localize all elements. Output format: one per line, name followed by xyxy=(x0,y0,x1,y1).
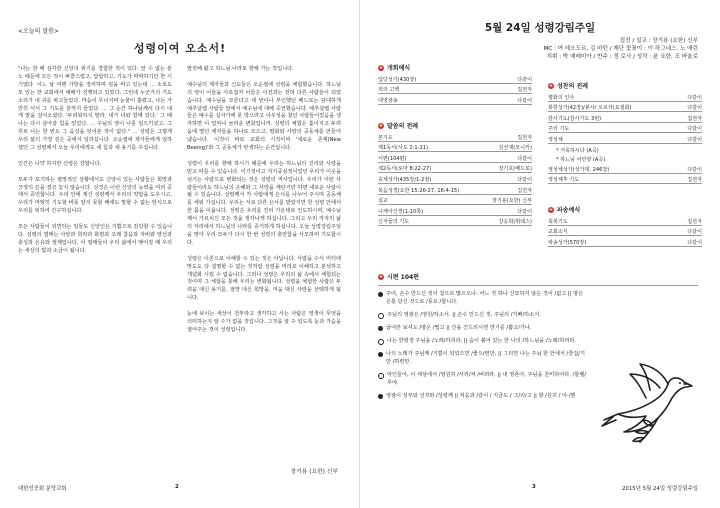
psalm-verse: 주여, 손수 만드신 것이 참으로 많으오나: 어느 것 하나 신묘하지 않은 것이 /없고 || 땅은 온통 당신 것으로 /풍요 /합니다. xyxy=(378,290,588,306)
order-row: 영성체성가(성가대, 246장) 다같이 xyxy=(548,163,702,174)
dove-icon xyxy=(596,362,706,452)
sermon-paragraph: 인간은 나약 하지만 신령은 강합니다. xyxy=(18,160,102,167)
section-heading: + 말씀의 전례 xyxy=(378,122,419,130)
order-row: 감사기도(감사기도 3번) 집전자 xyxy=(548,112,702,123)
cross-icon: + xyxy=(378,122,384,129)
word-section xyxy=(378,120,532,226)
open-bullet-icon xyxy=(378,373,384,379)
page-number: 3 xyxy=(532,484,536,490)
cross-icon: + xyxy=(378,64,384,71)
order-row: 죄의 고백 집전자 xyxy=(378,84,532,95)
psalm-verse: 악인들아, 이 세상에서 /영원히 /사리/져 /버려라. || 내 영혼아, 주님을 찬미하여라. /할렐/루야. xyxy=(378,371,588,387)
psalm-verse: 굽어만 보셔도 /땅은 /떨고 || 산을 건드리시면 연기를 /뿜고/가나. xyxy=(378,324,588,332)
sub-item: * 거룩하시다 (A곡) xyxy=(556,147,599,154)
order-row: 본기도 집전자 xyxy=(378,131,532,142)
service-title: 5월 24일 성령강림주일 xyxy=(484,22,596,34)
cross-icon: + xyxy=(378,273,384,280)
sub-item: * 하느님 어린양 (A곡) xyxy=(556,157,606,164)
gathering-section xyxy=(378,62,532,105)
order-row: 교회소식 다같이 xyxy=(548,226,702,237)
cross-icon: + xyxy=(548,82,554,89)
order-row: 제2독서(로마 8:22-27) 장기호(베드로) xyxy=(378,163,532,174)
sermon-paragraph: 눈에 보이는 세상이 전부라고 생각하고 사는 사람은 영생이 무엇을 의미하는지 알 수가 없을 것입니다. 그것을 알 수 있도록 눈과 가슴을 열어주는 것이 성령입니다. xyxy=(187,311,341,333)
sermon-signature: 장기용 (요한) 신부 xyxy=(290,469,338,475)
sermon-title: 성령이여 오소서! xyxy=(133,42,227,55)
sermon-paragraph: 성령이 우리를 향해 하시기 때문에 우리는 하느님의 진리와 사랑을 믿고 따를 수 있습니다. 이기적이고 자기중심적이었던 우리가 이웃을 섬기는 사람으로 변화되는 것은 성령의 역사입니다. 우리가 어떤 사람들이라도 하느님의 은혜와 그 사랑을 깨닫기만 하면 새로운 사람이 될 수 있습니다. 성령께서 각 사람에게 은사를 나누어 주시며 공동체를 세워 가십니다. 우리는 서로 다른 은사를 받았지만 한 성령 안에서 한 몸을 이룹니다. 성령은 우리를 진리 가운데로 인도하시며, 예수님께서 가르치신 모든 것을 생각나게 하십니다. 그리고 우리 각자의 삶의 자리에서 하느님의 나라를 증거하게 하십니다. 오늘 성령강림주일을 맞아 우리 모두가 다시 한 번 성령의 충만함을 사모하며 기도합시다. xyxy=(187,160,341,246)
open-bullet-icon xyxy=(378,313,384,319)
filled-bullet-icon xyxy=(378,326,383,331)
info-line: MC : 여 데오도르, 김 마틴 / 제단 꽃꽂이 : 이 하그네스, 노 애린 xyxy=(543,45,698,52)
eucharist-section xyxy=(548,80,702,184)
page-number: 2 xyxy=(175,484,179,490)
section-label: <오늘의 말씀> xyxy=(18,28,59,35)
service-info xyxy=(543,38,698,61)
info-line: 집전 / 설교 : 장기용 (요한) 신부 xyxy=(619,38,698,44)
sermon-column-2 xyxy=(187,66,341,335)
order-row: 축복기도 집전자 xyxy=(548,215,702,226)
order-row: 층계성가(435장/1-2절) 다같이 xyxy=(378,173,532,184)
order-row: 시편(104편) 다같이 xyxy=(378,152,532,163)
sermon-paragraph: 예수님의 제자들과 신도들은 오순절에 성령을 체험했습니다. 하느님의 영이 이들을 사로잡자 이들은 이전과는 전혀 다른 사람들이 되었습니다. 예수님을 모른다고 세 번이나 부인했던 베드로는 담대하게 예루살렘 사람들 앞에서 예수님에 대해 증언했습니다. 예루살렘 사람들은 예수를 십자가에 못 박으라고 아우성을 쳤던 사람들이었음을 생각하면 이 얼마나 놀라운 변화입니까. 성령의 체험은 흩어지고 두려움에 떨던 제자들을 하나로 모으고, 평화와 사랑의 공동체를 만들어 냈습니다. 이것이 바로 교회의 시작이며 '새로운 존재(New Beeing)'와 그 공동체가 탄생하는 순간입니다. xyxy=(187,81,341,152)
order-row: 대영광송 다같이 xyxy=(378,94,532,105)
filled-bullet-icon xyxy=(378,394,383,399)
psalm-verses xyxy=(378,290,588,405)
filled-bullet-icon xyxy=(378,292,383,297)
order-row: 봉헌성가(42장)/봉사/ 오르자(요점회) 다같이 xyxy=(548,102,702,113)
order-row: 영성체후 기도 집전자 xyxy=(548,174,702,185)
order-row: 니케아신경(1-10쪽) 다같이 xyxy=(378,205,532,216)
psalm-verse: 주님의 영광은 /영원/하소서. || 손수 만드신 것, 주님의 /기뻐/하소서. xyxy=(378,311,588,319)
section-heading: + 개회예식 xyxy=(378,64,411,72)
order-row: 설교 장기용(요한) 신부 xyxy=(378,195,532,206)
sermon-paragraph: "나는 한 때 심각한 신앙의 위기를 경험한 적이 있다. 앞 수 없는 분노 때문에 모든 것이 퍼즐스럽고, 답답하고, 기도가 막막하기만 한 시기였다. 어느 날 여행 가방을 정리하며 짐을 싸고 있는데 ... 소로도 모 있는 한 교회에서 예배가 진행되고 있었다. 그런데 누군가의 기도 소리가 내 귀를 파고들었다. 마음이 무너지며 눈물이 흘렀고, 나는 가만히 서서 그 기도를 끝까지 들었다. ... 그 순간 하나님께서 다시 내게 말을 걸어오셨다. '두려워하지 말라. 내가 너와 함께 있다.' 그 때 나는 다시 살아갈 힘을 얻었다. ... 주님의 영이 나를 일으키셨고, 그 후로 나는 한 번도 그 음성을 잊어본 적이 없다." ... 성령은 그렇게 우리 삶의 가장 깊은 곳에서 일하십니다. 오순절에 제자들에게 임하셨던 그 성령께서 오늘 우리에게도 새 힘과 새 용기를 주십니다. xyxy=(18,66,172,152)
order-row: 입당성가(430장) 다같이 xyxy=(378,73,532,84)
sermon-column-1 xyxy=(18,66,172,256)
footer-church-name: 대한성공회 분당교회 xyxy=(18,486,67,492)
psalm-divider xyxy=(378,285,698,286)
psalm-heading: + 시편 104편 xyxy=(378,273,420,281)
footer-date: 2015년 5월 24일 성령강림주일 xyxy=(621,486,698,492)
section-heading: + 성찬의 전례 xyxy=(548,82,589,90)
right-page xyxy=(360,0,720,508)
order-row: 영성체 다같이 xyxy=(548,133,702,144)
order-row: 신자들의 기도 강승희(휘데스) xyxy=(378,216,532,227)
info-line: 지휘 : 박 예레미아 / 반주 : 정 로사 / 성작 : 윤 요한, 조 바울로 xyxy=(546,53,698,60)
cross-icon: + xyxy=(548,206,554,213)
psalm-verse: 나는 한평생 주님을 /노래/하리라, || 숨이 붙어 있는 한 나의 /하느님을 /노래/하리라. xyxy=(378,337,588,345)
section-heading: + 파송예식 xyxy=(548,206,581,214)
psalm-verse: 나의 노래가 주님께 /기쁨이 되었으면 /좋으/련만, || 그리면 나는 주님 한 안에서 /즐겁/기만 /하련만. xyxy=(378,350,588,366)
order-row: 주의 기도 다같이 xyxy=(548,123,702,134)
sermon-paragraph: 성령은 이론으로 이해할 수 있는 것은 아닙니다. 사람을 수식 미터에 맞도도 다 설명할 수 없는 것처럼 성령을 머리로 이해하고 분석하고 개념화 시킬 수 없습니다. 그러나 성령은 우리의 삶 속에서 체험되는 것이며 그 체험을 통해 우리는 변화됩니다. 성령을 체험한 사람은 두려움 대신 용기를, 절망 대신 희망을, 미움 대신 사랑을 선택하게 됩니다. xyxy=(187,255,341,302)
sermon-paragraph: 발전해 왔고 하느님 나라로 향해 가는 것입니다. xyxy=(187,66,294,72)
order-row: 평화의 인사 다같이 xyxy=(548,91,702,102)
order-row: 파송성가(570장) 다같이 xyxy=(548,236,702,247)
sermon-paragraph: 모든 사람들이 외면하는 일들도 신앙인은 기쁨으로 감당할 수 있습니다. 성령의 열매는 사랑과 희락과 화평과 오래 참음과 자비와 양선과 충성과 온유와 절제입니다. 이 열매들이 우리 삶에서 맺어질 때 우리는 세상의 빛과 소금이 됩니다. xyxy=(18,224,172,254)
filled-bullet-icon xyxy=(378,352,383,357)
order-row: 제1독서(사도 2:1-21) 김선재(모니카) xyxy=(378,142,532,153)
sermon-paragraph: 모두가 포기하는 절망적인 상황에서도 신앙이 있는 사람들은 희망과 긍정의 끈을 결코 놓지 않습니다. 성경은 이런 신앙의 능력을 여러 곳에서 증언합니다. 우리 안에 계신 성령께서 우리의 약함을 도우시고, 우리가 마땅히 기도할 바를 알지 못할 때에도 말할 수 없는 탄식으로 우리를 위하여 간구하십니다. xyxy=(18,176,172,215)
order-row: 복음성경(요한 15:26-27, 16:4-15) 집전자 xyxy=(378,184,532,195)
dismissal-section xyxy=(548,204,702,247)
open-bullet-icon xyxy=(378,339,384,345)
psalm-verse: 영광이 성부와 성자와 /성령께 || 처음과 /같이 / 지금도 / 그/리/고 || 항 /원히 / 아-/멘 xyxy=(378,392,588,400)
